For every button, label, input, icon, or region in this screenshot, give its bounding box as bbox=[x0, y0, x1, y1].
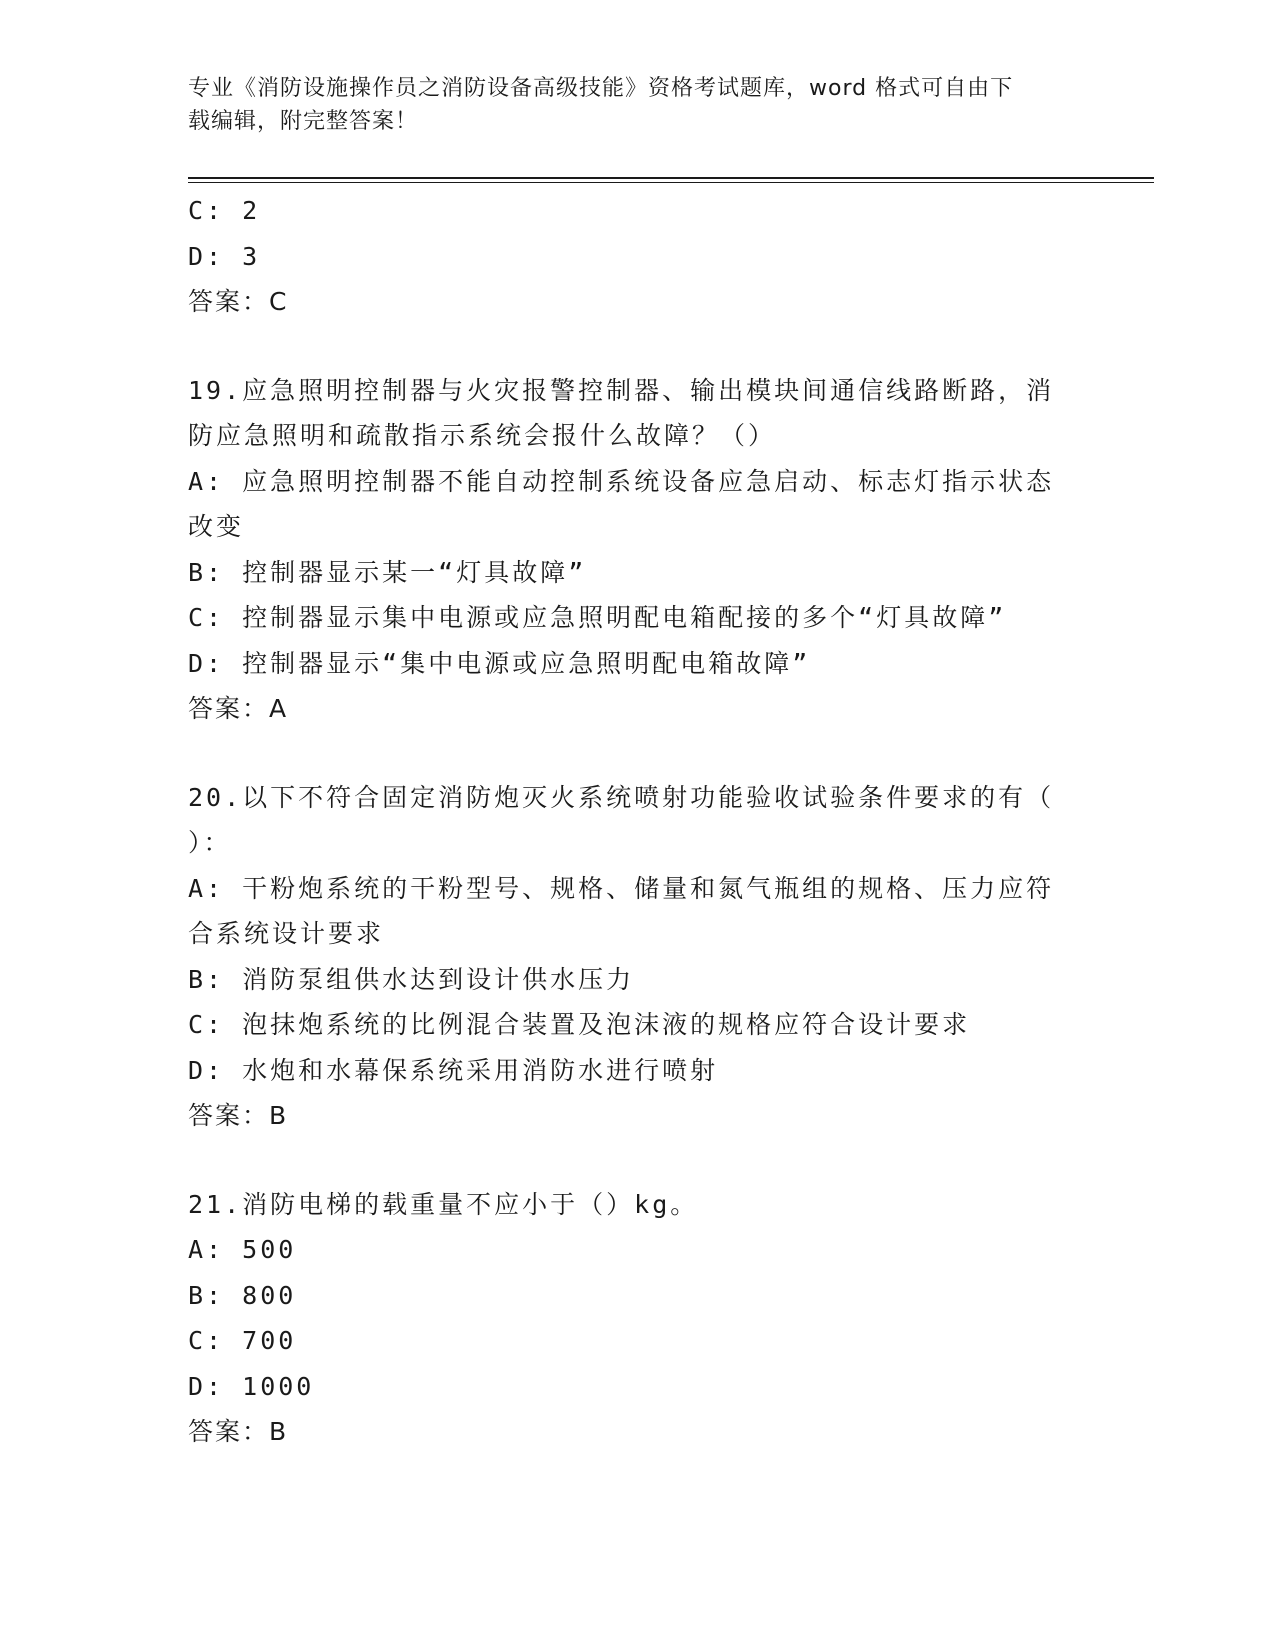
answer-line: 答案：A bbox=[188, 694, 289, 723]
question-21 bbox=[188, 1182, 1088, 1455]
question-spacer bbox=[188, 732, 1088, 775]
question-stem-line: 19.应急照明控制器与火灾报警控制器、输出模块间通信线路断路，消 bbox=[188, 375, 1055, 405]
header-line-1: 专业《消防设施操作员之消防设备高级技能》资格考试题库，word 格式可自由下 bbox=[188, 76, 1014, 101]
header-divider-thin bbox=[188, 182, 1154, 183]
question-stem-line: 21.消防电梯的载重量不应小于（）kg。 bbox=[188, 1189, 699, 1219]
option-a-continued: 改变 bbox=[188, 512, 245, 541]
option-a: A: 应急照明控制器不能自动控制系统设备应急启动、标志灯指示状态 bbox=[188, 466, 1055, 496]
question-stem-line: ）： bbox=[188, 828, 232, 857]
question-list bbox=[188, 188, 1088, 1455]
option-c: C: 2 bbox=[188, 196, 261, 225]
header-line-2: 载编辑，附完整答案！ bbox=[188, 109, 419, 134]
option-a: A: 干粉炮系统的干粉型号、规格、储量和氮气瓶组的规格、压力应符 bbox=[188, 873, 1055, 903]
option-b: B: 消防泵组供水达到设计供水压力 bbox=[188, 964, 635, 994]
question-18-tail bbox=[188, 188, 1088, 325]
document-header bbox=[188, 72, 1088, 138]
question-20 bbox=[188, 775, 1088, 1139]
option-b: B: 800 bbox=[188, 1280, 297, 1310]
question-stem-line: 防应急照明和疏散指示系统会报什么故障？（） bbox=[188, 421, 777, 450]
option-a: A: 500 bbox=[188, 1235, 297, 1264]
question-spacer bbox=[188, 325, 1088, 368]
option-d: D: 1000 bbox=[188, 1371, 315, 1401]
question-stem-line: 20.以下不符合固定消防炮灭火系统喷射功能验收试验条件要求的有（ bbox=[188, 782, 1055, 812]
option-c: C: 泡抹炮系统的比例混合装置及泡沫液的规格应符合设计要求 bbox=[188, 1010, 971, 1039]
option-d: D: 控制器显示“集中电源或应急照明配电箱故障” bbox=[188, 648, 811, 678]
question-spacer bbox=[188, 1139, 1088, 1182]
option-b: B: 控制器显示某一“灯具故障” bbox=[188, 557, 587, 587]
option-c: C: 控制器显示集中电源或应急照明配电箱配接的多个“灯具故障” bbox=[188, 603, 1007, 632]
answer-line: 答案：B bbox=[188, 1417, 289, 1446]
header-divider-thick bbox=[188, 177, 1154, 179]
option-c: C: 700 bbox=[188, 1326, 297, 1355]
option-a-continued: 合系统设计要求 bbox=[188, 919, 385, 948]
option-d: D: 水炮和水幕保系统采用消防水进行喷射 bbox=[188, 1055, 719, 1085]
option-d: D: 3 bbox=[188, 241, 261, 271]
answer-line: 答案：B bbox=[188, 1101, 289, 1130]
answer-line: 答案：C bbox=[188, 287, 289, 316]
question-19 bbox=[188, 368, 1088, 732]
